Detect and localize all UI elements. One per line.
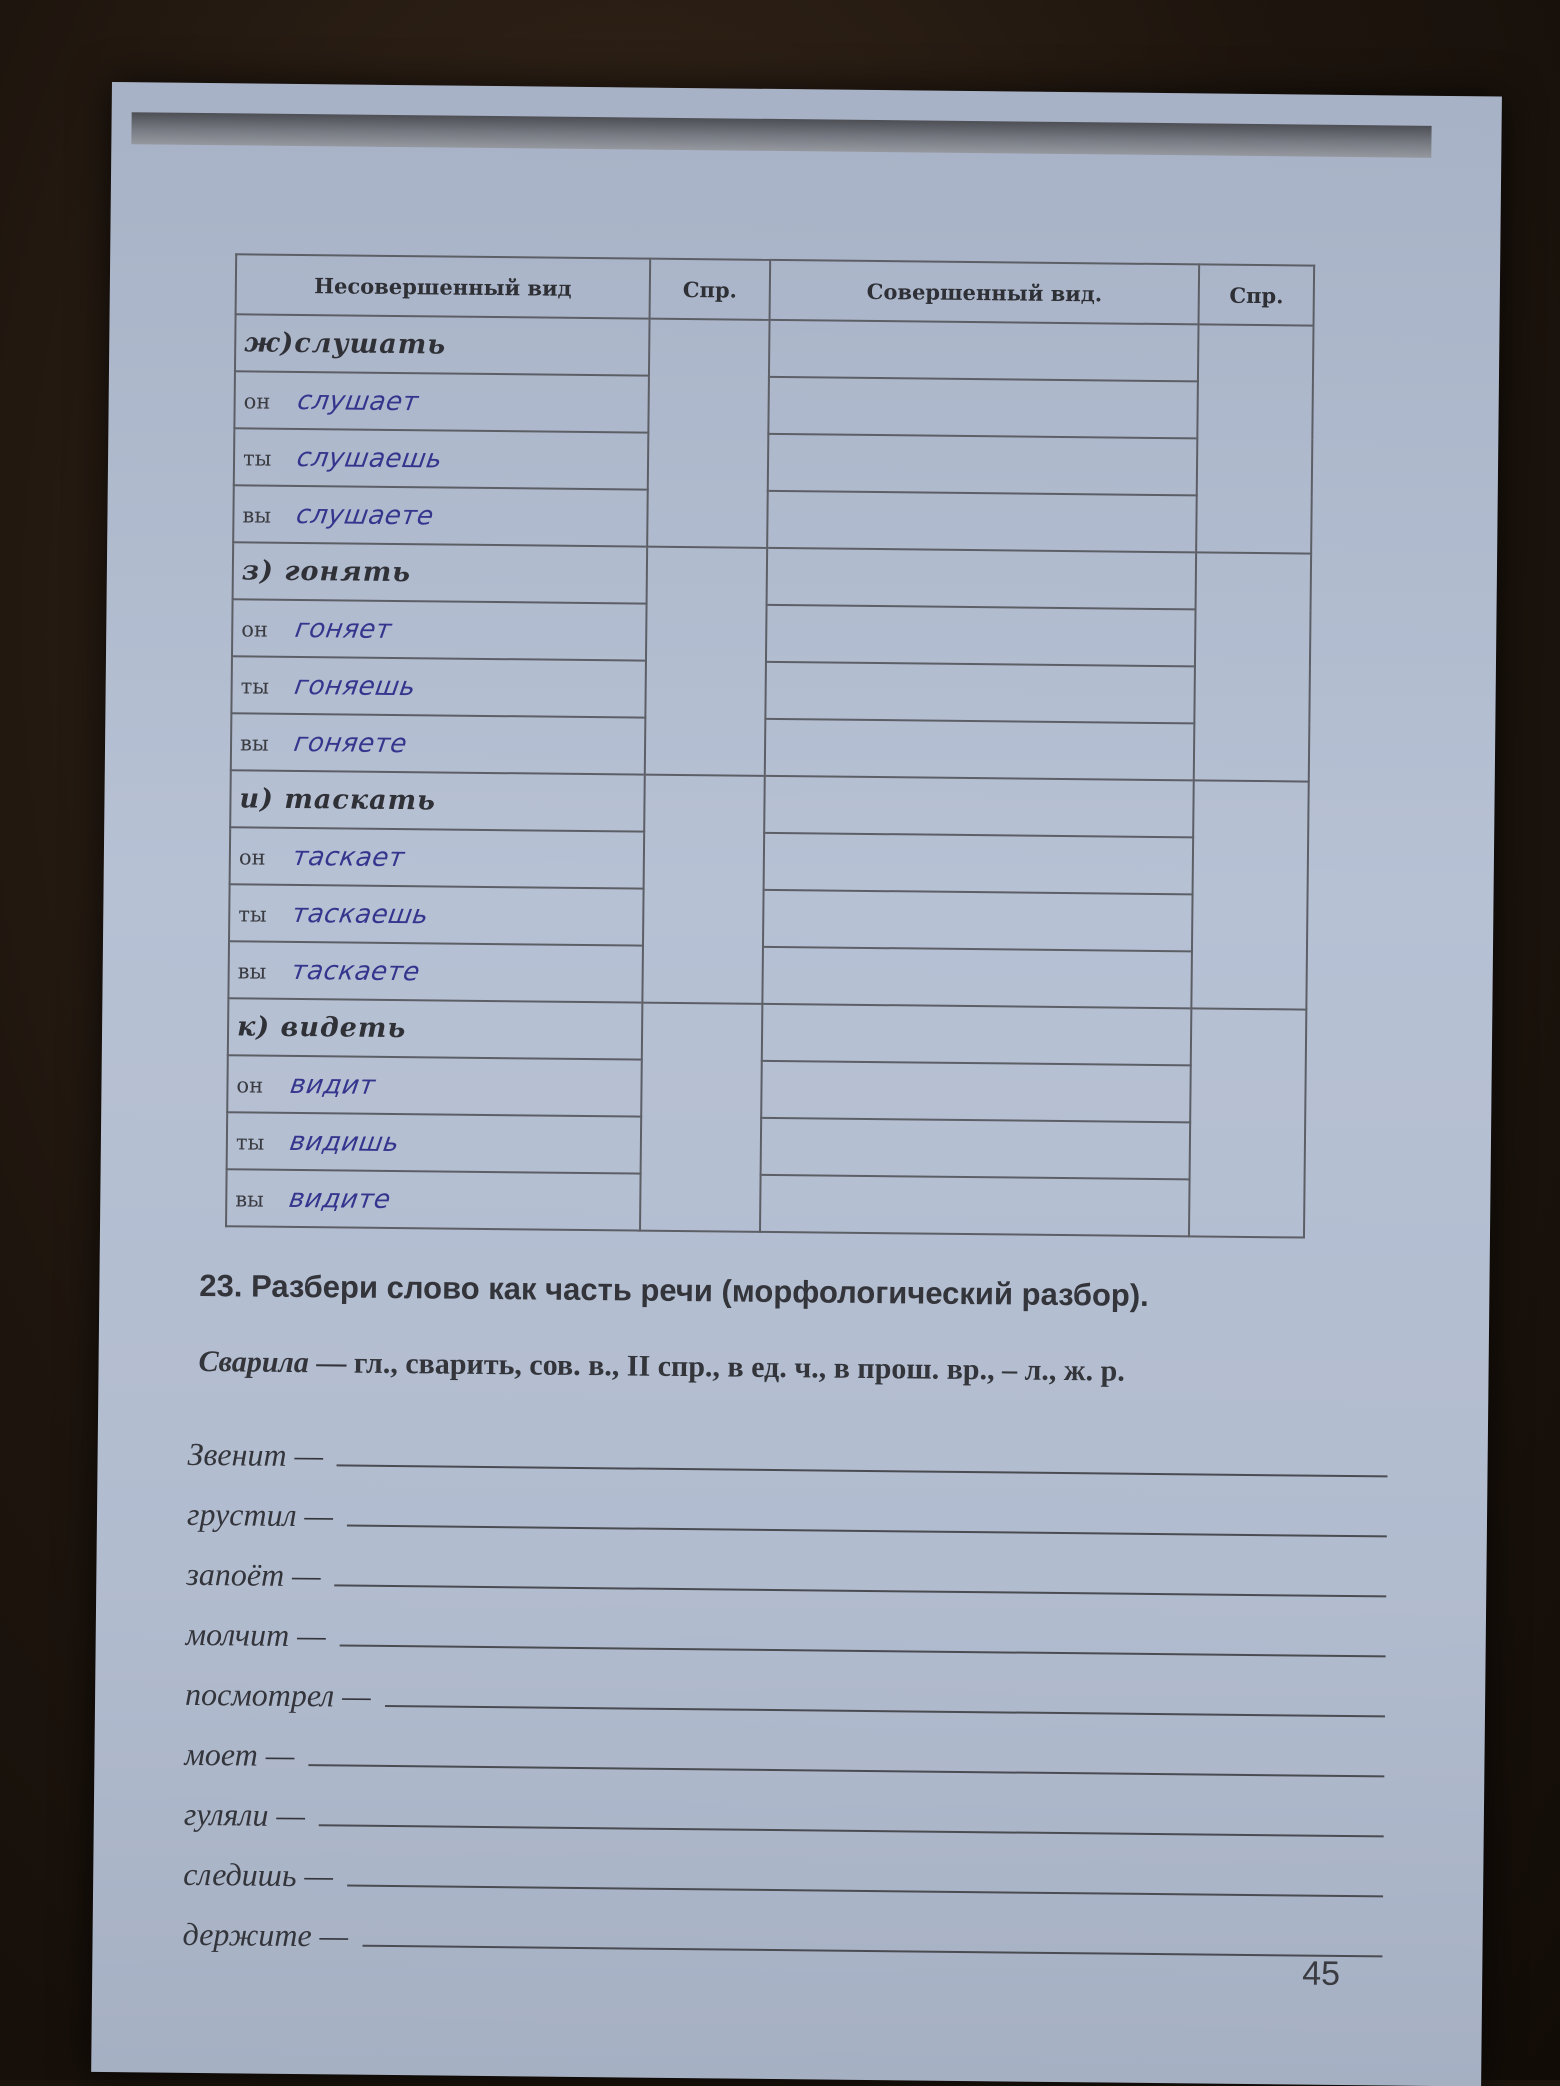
table-header-row — [236, 254, 1315, 325]
pronoun-label: вы — [239, 730, 269, 756]
perfective-cell[interactable] — [766, 548, 1196, 609]
page-number: 45 — [1302, 1954, 1341, 1993]
pronoun-label: ты — [240, 673, 270, 699]
perfective-cell[interactable] — [763, 890, 1193, 951]
item-word: грустил — — [186, 1495, 334, 1534]
handwritten-answer: гоняете — [291, 727, 410, 759]
example-analysis: — гл., сварить, сов. в., II спр., в ед. ч., в прош. вр., – л., ж. р. — [308, 1346, 1126, 1388]
example-line — [198, 1345, 1398, 1392]
table-row — [226, 1169, 1305, 1237]
handwritten-answer: таскает — [290, 841, 407, 873]
verb-label: ж)слушать — [244, 327, 447, 361]
page-header-band — [131, 112, 1431, 158]
pronoun-label: ты — [238, 901, 267, 927]
pronoun-label: вы — [235, 1186, 264, 1212]
answer-line[interactable] — [362, 1945, 1382, 1958]
handwritten-answer: видит — [288, 1069, 378, 1101]
conjugation-cell[interactable] — [1189, 1008, 1306, 1237]
conjugation-cell[interactable] — [647, 319, 769, 548]
form-cell — [232, 599, 647, 660]
verb-cell — [230, 770, 645, 831]
pronoun-label: ты — [242, 445, 272, 471]
perfective-cell[interactable] — [768, 377, 1198, 438]
verb-cell — [228, 998, 643, 1059]
item-word: следишь — — [183, 1855, 334, 1894]
perfective-cell[interactable] — [761, 1061, 1191, 1122]
header-imperfective: Несовершенный вид — [236, 254, 651, 318]
perfective-cell[interactable] — [763, 833, 1193, 894]
perfective-cell[interactable] — [762, 947, 1192, 1008]
header-conjugation-2: Спр. — [1199, 264, 1314, 325]
perfective-cell[interactable] — [762, 1004, 1192, 1065]
perfective-cell[interactable] — [766, 605, 1196, 666]
item-word: гуляли — — [183, 1795, 306, 1834]
form-cell — [227, 1112, 642, 1173]
item-word: держите — — [182, 1915, 349, 1954]
pronoun-label: он — [238, 844, 266, 870]
perfective-cell[interactable] — [769, 320, 1199, 381]
conjugation-cell[interactable] — [645, 547, 767, 776]
verb-cell — [233, 542, 648, 603]
conjugation-cell[interactable] — [1192, 780, 1309, 1009]
form-cell — [226, 1169, 641, 1230]
header-perfective: Совершенный вид. — [769, 260, 1199, 324]
perfective-cell[interactable] — [760, 1118, 1190, 1179]
item-word: запоёт — — [186, 1555, 321, 1594]
item-word: моет — — [184, 1735, 295, 1773]
handwritten-answer: слушает — [295, 385, 421, 417]
verb-label: к) видеть — [236, 1011, 407, 1045]
header-conjugation-1: Спр. — [650, 259, 770, 320]
conjugation-cell[interactable] — [1196, 324, 1313, 553]
perfective-cell[interactable] — [760, 1175, 1190, 1236]
perfective-cell[interactable] — [767, 491, 1197, 552]
handwritten-answer: видите — [287, 1183, 393, 1215]
answer-lines — [182, 1413, 1388, 1966]
pronoun-label: вы — [242, 502, 272, 528]
form-cell — [233, 485, 648, 546]
conjugation-table — [225, 253, 1315, 1238]
handwritten-answer: таскаете — [289, 955, 423, 987]
form-cell — [231, 713, 646, 774]
pronoun-label: вы — [237, 958, 267, 984]
exercise-title: 23. Разбери слово как часть речи (морфологический разбор). — [199, 1267, 1149, 1313]
perfective-cell[interactable] — [764, 776, 1194, 837]
handwritten-answer: видишь — [287, 1126, 402, 1158]
handwritten-answer: гоняешь — [292, 670, 418, 702]
form-cell — [228, 941, 643, 1002]
handwritten-answer: слушаешь — [294, 442, 445, 474]
handwritten-answer: гоняет — [293, 613, 394, 645]
form-cell — [231, 656, 646, 717]
handwritten-answer: слушаете — [294, 499, 436, 531]
pronoun-label: он — [236, 1072, 264, 1098]
item-word: посмотрел — — [184, 1675, 371, 1714]
handwritten-answer: таскаешь — [290, 898, 431, 930]
item-word: Звенит — — [187, 1435, 324, 1474]
item-word: молчит — — [185, 1615, 326, 1654]
verb-cell — [235, 314, 650, 375]
pronoun-label: он — [243, 388, 271, 414]
conjugation-cell[interactable] — [643, 775, 765, 1004]
pronoun-label: он — [241, 616, 269, 642]
workbook-page — [91, 82, 1502, 2086]
conjugation-cell[interactable] — [1194, 552, 1311, 781]
perfective-cell[interactable] — [768, 434, 1198, 495]
list-item — [182, 1893, 1383, 1966]
pronoun-label: ты — [235, 1129, 265, 1155]
form-cell — [234, 428, 649, 489]
form-cell — [230, 827, 645, 888]
conjugation-cell[interactable] — [640, 1003, 762, 1232]
verb-label: и) таскать — [239, 783, 437, 817]
form-cell — [227, 1055, 642, 1116]
form-cell — [229, 884, 644, 945]
perfective-cell[interactable] — [765, 662, 1195, 723]
form-cell — [234, 371, 649, 432]
verb-label: з) гонять — [241, 555, 412, 589]
list-item — [185, 1653, 1386, 1726]
example-word: Сварила — [198, 1344, 310, 1380]
perfective-cell[interactable] — [765, 719, 1195, 780]
